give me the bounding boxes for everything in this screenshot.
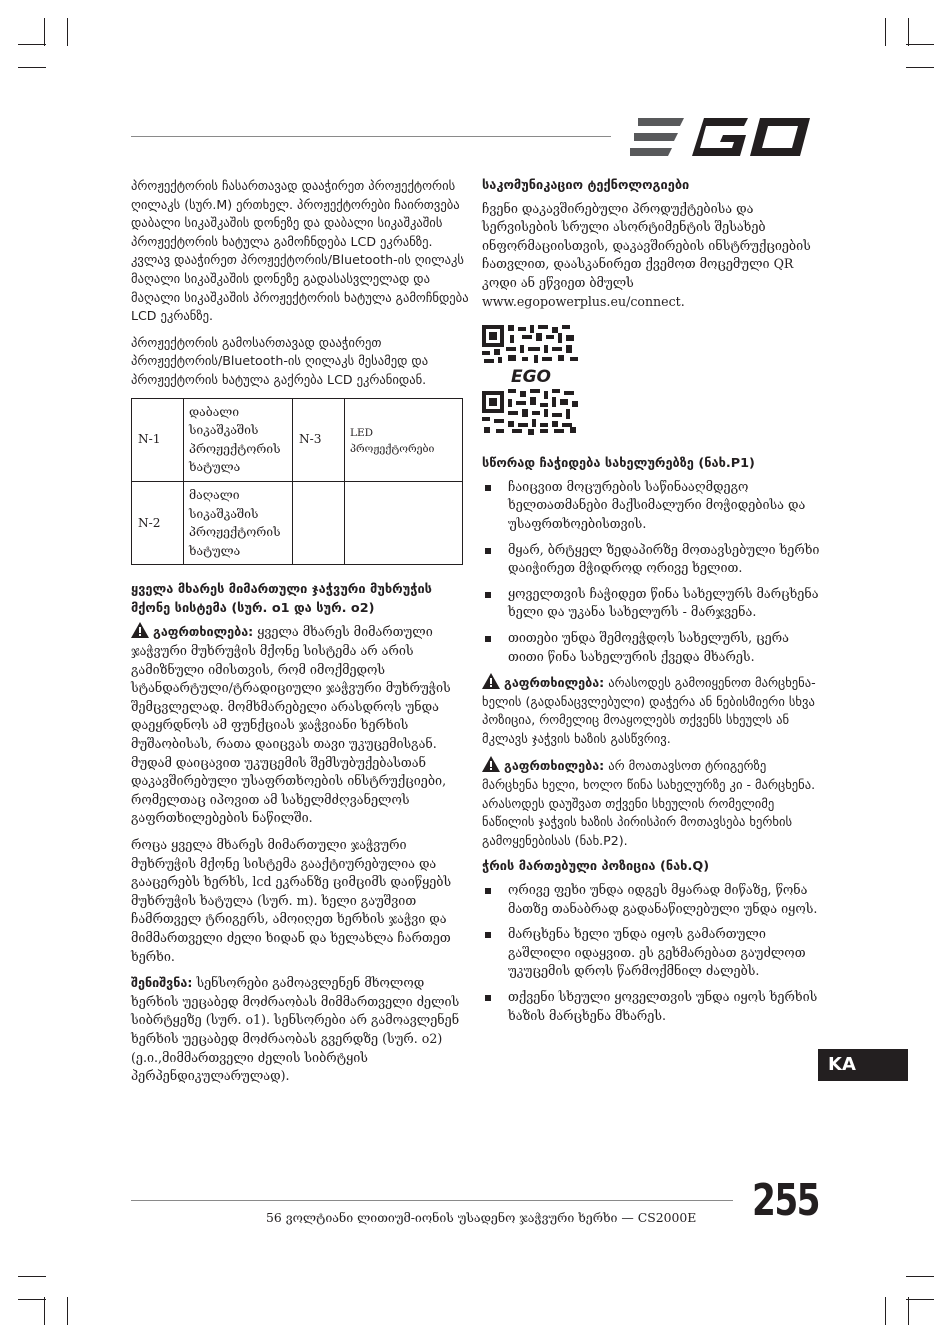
list-item (482, 541, 822, 578)
crop-mark (18, 44, 46, 45)
crop-mark (906, 44, 934, 45)
crop-mark (18, 1276, 46, 1277)
table-cell-line: პროჟექტორები (350, 442, 435, 455)
section-heading: სწორად ჩაჭიდება სახელურებზე (ნახ.P1) (482, 456, 755, 472)
warning-text: არ მოათავსოთ ტრიგერზე მარცხენა ხელი, ხოლო წინა სახელურზე კი - მარცხენა. არასოდეს დაუშვათ თქვენი სხეულის რომელიმე ნაწილის ჯაჭვის ხაზის პირისპირ მოთავსება ხერხის გამოყენებისას (ნახ.P2). (482, 758, 816, 848)
crop-mark (906, 67, 934, 68)
bullet-icon (485, 592, 491, 598)
table-cell: N-1 (132, 398, 184, 481)
list-item (482, 629, 822, 666)
warning-text: ყველა მხარეს მიმართული ჯაჭვური მუხრუჭის მქონე სისტემა არ არის გამიზნული იმისთვის, რომ იმოქმედოს სტანდარტული/ტრადიციული ჯაჭვური მუხრუჭის შემცვლელად. მომხმარებელი არასდროს უნდა დაეყრდნოს ამ ფუნქციას ჯაჭვიანი ხერხის მუშაობისას, რათა დაიცვას თავი უკუცემისგან. მუდამ დაიცავით უკუცემის შემსუბუქებასთან დაკავშირებული უსაფრთხოების ინსტრუქციები, რომელთაც იპოვით ამ სახელმძღვანელოს გაფრთხილებების ნაწილში. (131, 624, 451, 826)
table-row (132, 398, 463, 481)
bullet-icon (485, 932, 491, 938)
warning-paragraph (482, 673, 822, 748)
warning-label: გაფრთხილება: (153, 624, 254, 640)
list-item (482, 988, 822, 1025)
table-cell: მაღალი სიკაშკაშის პროჟექტორის ხატულა (184, 481, 293, 564)
crop-mark (44, 1297, 45, 1325)
warning-icon (482, 673, 500, 689)
crop-mark (908, 18, 909, 46)
warning-text: არასოდეს გამოიყენოთ მარცხენა-ხელის (გადანაცვლებული) დაჭერა ან ნებისმიერი სხვა პოზიცია, რომელიც მოაყოლებს თქვენს სხეულს ან მკლავს ჯაჭვის ხაზის გასწვრივ. (482, 675, 816, 746)
list-item (482, 925, 822, 981)
list-item-text: თქვენი სხეული ყოველთვის უნდა იყოს ხერხის ხაზის მარცხენა მხარეს. (508, 989, 818, 1023)
bullet-icon (485, 888, 491, 894)
list-item (482, 881, 822, 918)
table-cell: N-3 (293, 398, 345, 481)
paragraph: პროჟექტორის გამოსართავად დააჭირეთ პროჟექტორის/Bluetooth-ის ღილაკს მესამედ და პროჟექტორის ხატულა გაქრება LCD ეკრანიდან. (131, 334, 429, 387)
warning-label: გაფრთხილება: (504, 675, 605, 691)
paragraph: პროჟექტორის ჩასართავად დააჭირეთ პროჟექტორის ღილაკს (სურ.M) ერთხელ. პროჟექტორები ჩაირთვება დაბალი სიკაშკაშის დონეზე და დაბალი სიკაშკაშის პროჟექტორის ხატულა გამოჩნდება LCD ეკრანზე. კვლავ დააჭირეთ პროჟექტორის/Bluetooth-ის ღილაკს მაღალი სიკაშკაშის დონეზე გადასასვლელად და მაღალი სიკაშკაშის პროჟექტორის ხატულა გამოჩნდება LCD ეკრანზე. (131, 178, 469, 324)
page-number: 255 (752, 1175, 819, 1226)
table-cell (345, 398, 463, 481)
table-cell-line: LED (350, 426, 374, 439)
right-column (482, 177, 822, 1032)
table-cell (293, 481, 345, 564)
ego-logo (628, 116, 814, 158)
list-item-text: მყარ, ბრტყელ ზედაპირზე მოთავსებული ხერხი დაიჭირეთ მჭიდროდ ორივე ხელით. (508, 541, 820, 576)
list-item-text: ორივე ფეხი უნდა იდგეს მყარად მიწაზე, წონა მათზე თანაბრად გადანაწილებული უნდა იყოს. (508, 882, 818, 916)
crop-mark (885, 1297, 886, 1325)
bullet-icon (485, 636, 491, 642)
crop-mark (18, 67, 46, 68)
warning-label: გაფრთხილება: (504, 758, 605, 774)
position-list (482, 881, 822, 1025)
crop-mark (906, 1299, 934, 1300)
crop-mark (67, 18, 68, 46)
crop-mark (18, 1299, 46, 1300)
bullet-icon (485, 995, 491, 1001)
crop-mark (908, 1297, 909, 1325)
section-heading: ყველა მხარეს მიმართული ჯაჭვური მუხრუჭის მქონე სისტემა (სურ. o1 და სურ. o2) (131, 582, 432, 616)
table-cell: N-2 (132, 481, 184, 564)
list-item (482, 585, 822, 622)
list-item-text: თითები უნდა შემოეჭდოს სახელურს, ცერა თითი წინა სახელურის ქვედა მხარეს. (508, 629, 789, 664)
qr-brand: EGO (510, 367, 552, 388)
left-column (131, 177, 469, 1094)
crop-mark (44, 18, 45, 46)
language-tab: KA (818, 1049, 908, 1081)
section-heading: ჭრის მართებული პოზიცია (ნახ.Q) (482, 859, 710, 875)
table-cell: დაბალი სიკაშკაშის პროჟექტორის ხატულა (184, 398, 293, 481)
list-item-text: ჩაიცვით მოცურების საწინააღმდეგო ხელთათმანები მაქსიმალური მოჭიდებისა და უსაფრთხოებისთვის. (508, 478, 806, 531)
bullet-icon (485, 548, 491, 554)
crop-mark (885, 18, 886, 46)
note-paragraph (131, 974, 469, 1086)
warning-paragraph (482, 756, 822, 850)
note-text: სენსორები გამოავლენენ მხოლოდ ხერხის უეცაბედ მოძრაობას მიმმართველი ძელის სიბრტყეზე (სურ. o1). სენსორები არ გამოავლენენ ხერხის უეცაბედ მოძრაობას გვერდზე (სურ. o2) (ე.ი.,მიმმართველი ძელის სიბრტყის პერპენდიკულარულად). (131, 975, 460, 1084)
list-item-text: ყოველთვის ჩაჭიდეთ წინა სახელურს მარცხენა ხელი და უკანა სახელურს - მარჯვენა. (508, 585, 819, 620)
table-cell (345, 481, 463, 564)
note-label: შენიშვნა: (131, 975, 193, 991)
grip-list (482, 478, 822, 666)
paragraph: ჩვენი დაკავშირებული პროდუქტებისა და სერვისების სრული ასორტიმენტის შესახებ ინფორმაციისთვის, დაკავშირების ინსტრუქციების ჩათვლით, დაასკანირეთ ქვემოთ მოცემული QR კოდი ან ეწვიეთ ბმულს www.egopowerplus.eu/connect. (482, 200, 811, 309)
paragraph: როცა ყველა მხარეს მიმართული ჯაჭვური მუხრუჭის მქონე სისტემა გააქტიურებულია და გააცერებს ხერხს, lcd ეკრანზე ციმციმს დაიწყებს მუხრუჭის ხატულა (სურ. m). ხელი გაუშვით ჩამრთველ ტრიგერს, ამოიღეთ ხერხის ჯაჭვი და მიმმართველი ძელი ხიდან და ხელახლა ჩართეთ ხერხი. (131, 837, 452, 964)
list-item (482, 478, 822, 534)
crop-mark (67, 1297, 68, 1325)
warning-paragraph (131, 622, 469, 828)
crop-mark (906, 1276, 934, 1277)
table-row (132, 481, 463, 564)
header-rule (131, 136, 611, 137)
list-item-text: მარცხენა ხელი უნდა იყოს გამართული გაშლილი იდაყვით. ეს გეხმარებათ გაუძლოთ უკუცემის დროს წარმოქმნილ ძალებს. (508, 926, 806, 979)
qr-code (482, 325, 580, 435)
warning-icon (482, 756, 500, 772)
icon-table (131, 398, 463, 566)
section-heading: საკომუნიკაციო ტექნოლოგიები (482, 178, 690, 193)
footer-rule (131, 1200, 733, 1201)
warning-icon (131, 622, 149, 638)
footer-text: 56 ვოლტიანი ლითიუმ-იონის უსადენო ჯაჭვური ხერხი — CS2000E (266, 1210, 697, 1225)
bullet-icon (485, 485, 491, 491)
